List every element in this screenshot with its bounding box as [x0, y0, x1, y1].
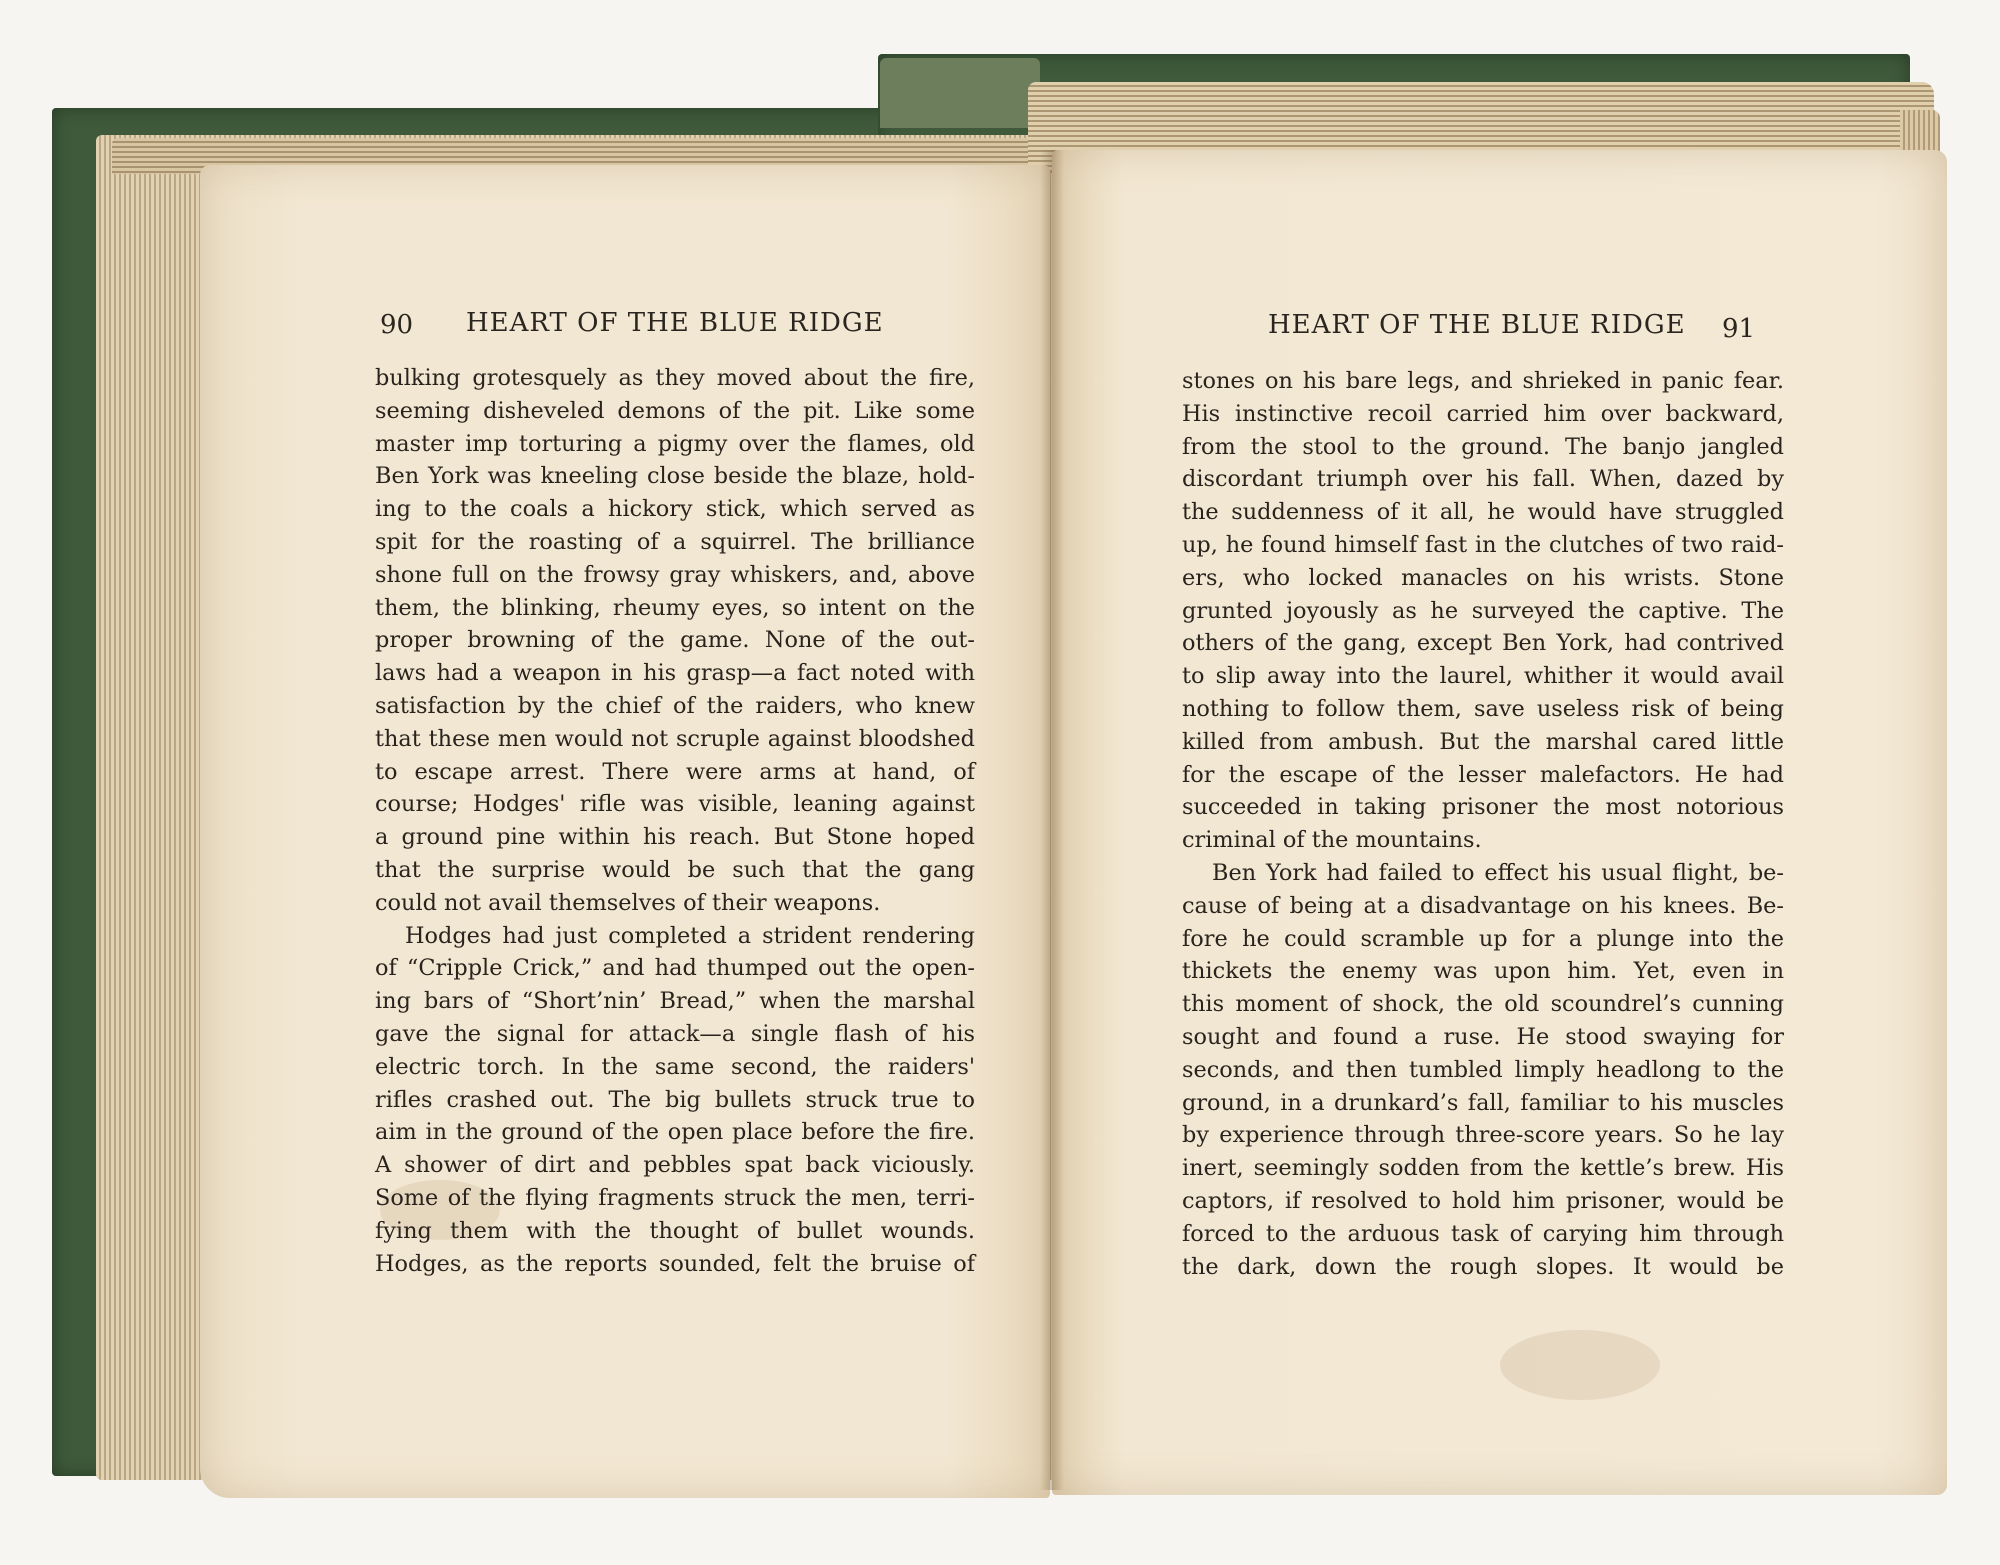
text-line: this moment of shock, the old scoundrel’s cunning	[1182, 991, 1784, 1018]
paper-stain	[1500, 1330, 1660, 1400]
text-line: them, the blinking, rheumy eyes, so intent on the	[375, 594, 975, 621]
text-line: the suddenness of it all, he would have struggled	[1182, 499, 1784, 526]
text-line: captors, if resolved to hold him prisoner, would be	[1182, 1187, 1784, 1214]
text-line: aim in the ground of the open place before the fire.	[375, 1119, 975, 1146]
text-line: thickets the enemy was upon him. Yet, even in	[1182, 958, 1784, 985]
text-line: could not avail themselves of their weapons.	[375, 889, 881, 916]
text-line: Ben York had failed to effect his usual flight, be-	[1212, 859, 1784, 886]
text-line: laws had a weapon in his grasp—a fact noted with	[375, 660, 975, 687]
text-line: master imp torturing a pigmy over the flames, old	[375, 430, 975, 457]
text-line: to slip away into the laurel, whither it would avail	[1182, 663, 1784, 690]
text-line: to escape arrest. There were arms at hand, of	[375, 758, 975, 785]
text-line: satisfaction by the chief of the raiders, who knew	[375, 692, 975, 719]
text-line: a ground pine within his reach. But Stone hoped	[375, 824, 975, 851]
text-line: Hodges had just completed a strident rendering	[405, 922, 975, 949]
page-number-left: 90	[380, 310, 414, 340]
text-line: Hodges, as the reports sounded, felt the bruise of	[375, 1250, 975, 1277]
text-line: by experience through three-score years. So he lay	[1182, 1122, 1784, 1149]
text-line: rifles crashed out. The big bullets struck true to	[375, 1086, 975, 1113]
text-line: electric torch. In the same second, the raiders'	[375, 1053, 975, 1080]
worn-spine	[880, 58, 1040, 128]
text-line: sought and found a ruse. He stood swaying for	[1182, 1023, 1784, 1050]
text-line: that these men would not scruple against bloodshed	[375, 725, 975, 752]
text-line: ers, who locked manacles on his wrists. Stone	[1182, 564, 1784, 591]
text-line: criminal of the mountains.	[1182, 827, 1482, 854]
right-page-body	[1182, 365, 1784, 1283]
text-line: gave the signal for attack—a single flash of his	[375, 1020, 975, 1047]
page-number-right: 91	[1722, 314, 1756, 344]
text-line: killed from ambush. But the marshal cared little	[1182, 728, 1784, 755]
text-line: Ben York was kneeling close beside the blaze, hold-	[375, 463, 975, 490]
running-head-left: HEART OF THE BLUE RIDGE	[466, 308, 884, 338]
text-line: fore he could scramble up for a plunge into the	[1182, 925, 1784, 952]
gutter-shadow	[1040, 150, 1064, 1490]
text-line: fying them with the thought of bullet wounds.	[375, 1217, 975, 1244]
running-head-right: HEART OF THE BLUE RIDGE	[1268, 310, 1686, 340]
text-line: cause of being at a disadvantage on his knees. Be-	[1182, 892, 1784, 919]
text-line: from the stool to the ground. The banjo jangled	[1182, 433, 1784, 460]
text-line: ing to the coals a hickory stick, which served as	[375, 496, 975, 523]
text-line: A shower of dirt and pebbles spat back viciously.	[375, 1152, 975, 1179]
text-line: forced to the arduous task of carying him through	[1182, 1220, 1784, 1247]
text-line: shone full on the frowsy gray whiskers, and, above	[375, 561, 975, 588]
text-line: nothing to follow them, save useless risk of being	[1182, 695, 1784, 722]
text-line: succeeded in taking prisoner the most notorious	[1182, 794, 1784, 821]
text-line: discordant triumph over his fall. When, dazed by	[1182, 466, 1784, 493]
text-line: seeming disheveled demons of the pit. Like some	[375, 397, 975, 424]
text-line: proper browning of the game. None of the out-	[375, 627, 975, 654]
left-page-body	[375, 362, 975, 1280]
text-line: course; Hodges' rifle was visible, leaning against	[375, 791, 975, 818]
text-line: the dark, down the rough slopes. It would be	[1182, 1253, 1784, 1280]
text-line: others of the gang, except Ben York, had contrived	[1182, 630, 1784, 657]
text-line: grunted joyously as he surveyed the captive. The	[1182, 597, 1784, 624]
text-line: that the surprise would be such that the gang	[375, 856, 975, 883]
text-line: bulking grotesquely as they moved about the fire,	[375, 365, 975, 391]
text-line: ing bars of “Short’nin’ Bread,” when the marshal	[375, 988, 975, 1015]
text-line: for the escape of the lesser malefactors. He had	[1182, 761, 1784, 788]
text-line: inert, seemingly sodden from the kettle’s brew. His	[1182, 1155, 1784, 1182]
text-line: His instinctive recoil carried him over backward,	[1182, 400, 1784, 427]
text-line: spit for the roasting of a squirrel. The brilliance	[375, 528, 975, 555]
text-line: seconds, and then tumbled limply headlong to the	[1182, 1056, 1784, 1083]
text-line: stones on his bare legs, and shrieked in panic fear.	[1182, 368, 1784, 394]
text-line: ground, in a drunkard’s fall, familiar to his muscles	[1182, 1089, 1784, 1116]
text-line: of “Cripple Crick,” and had thumped out the open-	[375, 955, 975, 982]
text-line: Some of the flying fragments struck the men, terri-	[375, 1184, 975, 1211]
text-line: up, he found himself fast in the clutches of two raid-	[1182, 531, 1784, 558]
